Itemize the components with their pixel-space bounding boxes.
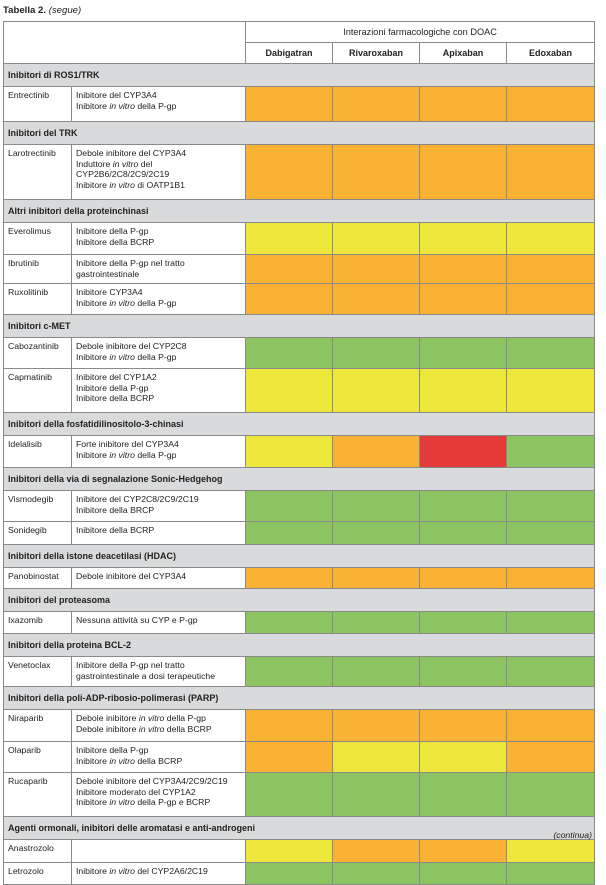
interaction-cell-rivaroxaban — [333, 338, 420, 369]
drug-name: Cabozantinib — [4, 338, 72, 369]
table-row — [4, 491, 595, 522]
interaction-cell-apixaban — [420, 863, 507, 885]
text-segment: Debole inibitore del CYP3A4 — [76, 148, 187, 158]
interaction-cell-edoxaban — [507, 612, 595, 634]
table-row — [4, 338, 595, 369]
caption-suffix: (segue) — [48, 5, 82, 16]
text-segment: Inibitore — [76, 179, 110, 190]
section-title: Inibitori di ROS1/TRK — [4, 64, 595, 87]
text-segment: Forte inibitore del CYP3A4 — [76, 439, 179, 449]
section-title: Inibitori della via di segnalazione Sonic-Hedgehog — [4, 468, 595, 491]
interaction-cell-dabigatran — [246, 742, 333, 773]
text-segment: Inibitore della BCRP — [76, 236, 155, 247]
mechanism-line — [76, 571, 241, 582]
interaction-cell-rivaroxaban — [333, 284, 420, 315]
mechanism-description — [72, 369, 246, 413]
continua-note: (continua) — [553, 830, 592, 840]
interaction-cell-dabigatran — [246, 338, 333, 369]
doac-interaction-table — [3, 21, 595, 885]
text-segment: CYP2B6/2C8/2C9/2C19 — [76, 169, 170, 180]
interaction-cell-dabigatran — [246, 369, 333, 413]
mechanism-line — [76, 724, 241, 735]
mechanism-line — [76, 756, 241, 767]
table-row — [4, 223, 595, 255]
drug-name: Sonidegib — [4, 522, 72, 545]
interaction-cell-dabigatran — [246, 773, 333, 817]
interaction-cell-dabigatran — [246, 284, 333, 315]
mechanism-line — [76, 713, 241, 724]
interaction-cell-apixaban — [420, 612, 507, 634]
section-header-row — [4, 589, 595, 612]
text-segment: Inibitore del CYP3A4 — [76, 90, 157, 100]
interaction-cell-dabigatran — [246, 522, 333, 545]
table-row — [4, 87, 595, 122]
mechanism-line — [76, 180, 241, 191]
text-segment: Inibitore del CYP1A2 — [76, 372, 157, 382]
interaction-cell-rivaroxaban — [333, 87, 420, 122]
italic-text: in vitro — [109, 449, 135, 460]
text-segment: Inibitore della P-gp — [76, 226, 149, 236]
text-segment: Inibitore — [76, 100, 110, 111]
mechanism-line — [76, 660, 241, 671]
text-segment: Inibitore della BCRP — [76, 393, 155, 404]
italic-text: in vitro — [109, 797, 135, 808]
drug-name: Vismodegib — [4, 491, 72, 522]
interaction-cell-rivaroxaban — [333, 773, 420, 817]
section-title: Inibitori della poli-ADP-ribosio-polimerasi (PARP) — [4, 687, 595, 710]
text-segment: Inibitore — [76, 449, 110, 460]
mechanism-line — [76, 258, 241, 269]
text-segment: gastrointestinale a dosi terapeutiche — [76, 670, 216, 681]
mechanism-description — [72, 87, 246, 122]
text-segment: Inibitore CYP3A4 — [76, 287, 143, 297]
text-segment: Inibitore della BRCP — [76, 504, 155, 515]
mechanism-line — [76, 439, 241, 450]
interaction-cell-rivaroxaban — [333, 436, 420, 468]
section-title: Inibitori del TRK — [4, 122, 595, 145]
interaction-cell-apixaban — [420, 773, 507, 817]
interaction-cell-edoxaban — [507, 522, 595, 545]
interaction-cell-edoxaban — [507, 284, 595, 315]
text-segment: gastrointestinale — [76, 268, 140, 279]
interaction-cell-rivaroxaban — [333, 840, 420, 863]
mechanism-description — [72, 223, 246, 255]
section-header-row — [4, 817, 595, 840]
table-row — [4, 369, 595, 413]
text-segment: della P-gp — [134, 449, 177, 460]
interaction-cell-edoxaban — [507, 491, 595, 522]
italic-text: in vitro — [138, 723, 165, 734]
mechanism-line — [76, 671, 241, 682]
interaction-cell-rivaroxaban — [333, 369, 420, 413]
mechanism-line — [76, 298, 241, 309]
table-caption — [3, 5, 81, 16]
section-title: Inibitori della istone deacetilasi (HDAC) — [4, 545, 595, 568]
text-segment: della P-gp — [134, 351, 177, 362]
text-segment: Debole inibitore del CYP3A4/2C9/2C19 — [76, 776, 228, 786]
interaction-cell-dabigatran — [246, 436, 333, 468]
interaction-cell-edoxaban — [507, 338, 595, 369]
mechanism-line — [76, 148, 241, 159]
mechanism-description — [72, 657, 246, 687]
interaction-cell-dabigatran — [246, 491, 333, 522]
interaction-cell-dabigatran — [246, 840, 333, 863]
drug-name: Everolimus — [4, 223, 72, 255]
text-segment: del — [138, 158, 153, 169]
italic-text: in vitro — [109, 866, 135, 876]
drug-name: Rucaparib — [4, 773, 72, 817]
interaction-cell-edoxaban — [507, 145, 595, 200]
drug-name: Ruxolitinib — [4, 284, 72, 315]
header-rivaroxaban: Rivaroxaban — [333, 43, 420, 64]
mechanism-line — [76, 287, 241, 298]
section-title: Inibitori della fosfatidilinositolo-3-chinasi — [4, 413, 595, 436]
section-title: Altri inibitori della proteinchinasi — [4, 200, 595, 223]
interaction-cell-apixaban — [420, 145, 507, 200]
interaction-cell-dabigatran — [246, 657, 333, 687]
mechanism-description — [72, 863, 246, 885]
table-row — [4, 568, 595, 589]
text-segment: Inibitore — [76, 866, 110, 876]
text-segment: della P-gp e BCRP — [134, 797, 211, 808]
interaction-cell-dabigatran — [246, 145, 333, 200]
text-segment: Debole inibitore — [76, 723, 139, 734]
interaction-cell-rivaroxaban — [333, 657, 420, 687]
mechanism-line — [76, 372, 241, 383]
text-segment: Inibitore — [76, 351, 110, 362]
drug-name: Olaparib — [4, 742, 72, 773]
text-segment: della P-gp — [134, 297, 177, 308]
table-row — [4, 612, 595, 634]
interaction-cell-rivaroxaban — [333, 255, 420, 284]
interaction-cell-apixaban — [420, 255, 507, 284]
section-header-row — [4, 634, 595, 657]
drug-name: Larotrectinib — [4, 145, 72, 200]
interaction-cell-apixaban — [420, 87, 507, 122]
mechanism-line — [76, 237, 241, 248]
mechanism-description — [72, 612, 246, 634]
table-row — [4, 773, 595, 817]
table-row — [4, 742, 595, 773]
interaction-cell-rivaroxaban — [333, 491, 420, 522]
header-title: Interazioni farmacologiche con DOAC — [246, 22, 595, 43]
section-header-row — [4, 64, 595, 87]
text-segment: Inibitore del CYP2C8/2C9/2C19 — [76, 494, 199, 504]
interaction-cell-apixaban — [420, 284, 507, 315]
interaction-cell-rivaroxaban — [333, 145, 420, 200]
interaction-cell-edoxaban — [507, 255, 595, 284]
section-header-row — [4, 315, 595, 338]
text-segment: Inibitore della P-gp — [76, 745, 149, 755]
header-edoxaban: Edoxaban — [507, 43, 595, 64]
italic-text: in vitro — [109, 179, 135, 190]
table-row — [4, 145, 595, 200]
mechanism-line — [76, 615, 241, 626]
drug-name: Idelalisib — [4, 436, 72, 468]
text-segment: Inibitore moderato del CYP1A2 — [76, 786, 196, 797]
table-row — [4, 840, 595, 863]
section-header-row — [4, 687, 595, 710]
interaction-cell-dabigatran — [246, 87, 333, 122]
text-segment: Induttore — [76, 158, 113, 169]
interaction-cell-edoxaban — [507, 223, 595, 255]
mechanism-line — [76, 383, 241, 394]
interaction-cell-edoxaban — [507, 369, 595, 413]
mechanism-line — [76, 393, 241, 404]
section-header-row — [4, 122, 595, 145]
text-segment: della P-gp — [134, 100, 177, 111]
italic-text: in vitro — [138, 713, 165, 723]
mechanism-line — [76, 226, 241, 237]
text-segment: Nessuna attività su CYP e P-gp — [76, 615, 198, 625]
header-apixaban: Apixaban — [420, 43, 507, 64]
text-segment: di OATP1B1 — [134, 179, 185, 190]
interaction-cell-apixaban — [420, 338, 507, 369]
interaction-cell-edoxaban — [507, 840, 595, 863]
interaction-cell-edoxaban — [507, 436, 595, 468]
drug-name: Letrozolo — [4, 863, 72, 885]
interaction-cell-rivaroxaban — [333, 568, 420, 589]
drug-name: Capmatinib — [4, 369, 72, 413]
text-segment: Inibitore — [76, 297, 110, 308]
mechanism-line — [76, 159, 241, 170]
mechanism-description — [72, 773, 246, 817]
italic-text: in vitro — [109, 297, 135, 308]
italic-text: in vitro — [109, 351, 135, 362]
interaction-cell-apixaban — [420, 710, 507, 742]
drug-name: Ixazomib — [4, 612, 72, 634]
interaction-cell-apixaban — [420, 522, 507, 545]
interaction-cell-rivaroxaban — [333, 223, 420, 255]
text-segment: della P-gp — [164, 713, 206, 723]
interaction-cell-apixaban — [420, 840, 507, 863]
caption-label: Tabella 2. — [3, 5, 47, 16]
interaction-cell-apixaban — [420, 436, 507, 468]
table-row — [4, 863, 595, 885]
drug-name: Ibrutinib — [4, 255, 72, 284]
mechanism-line — [76, 341, 241, 352]
drug-name: Anastrozolo — [4, 840, 72, 863]
interaction-cell-rivaroxaban — [333, 710, 420, 742]
interaction-cell-apixaban — [420, 742, 507, 773]
text-segment: della BCRP — [164, 723, 212, 734]
table-row — [4, 522, 595, 545]
mechanism-line — [76, 505, 241, 516]
interaction-cell-rivaroxaban — [333, 522, 420, 545]
table-row — [4, 436, 595, 468]
mechanism-description — [72, 255, 246, 284]
text-segment: della BCRP — [134, 755, 183, 766]
interaction-cell-apixaban — [420, 369, 507, 413]
mechanism-description — [72, 145, 246, 200]
interaction-cell-dabigatran — [246, 223, 333, 255]
interaction-cell-edoxaban — [507, 657, 595, 687]
mechanism-line — [76, 866, 241, 877]
mechanism-line — [76, 787, 241, 798]
drug-name: Venetoclax — [4, 657, 72, 687]
section-header-row — [4, 200, 595, 223]
mechanism-description — [72, 284, 246, 315]
text-segment: Debole inibitore del CYP2C8 — [76, 341, 187, 351]
table-row — [4, 657, 595, 687]
text-segment: Inibitore della P-gp nel tratto — [76, 258, 185, 268]
section-title: Inibitori c-MET — [4, 315, 595, 338]
italic-text: in vitro — [109, 755, 135, 766]
section-title: Agenti ormonali, inibitori delle aromatasi e anti-androgeni — [4, 817, 595, 840]
mechanism-line — [76, 101, 241, 112]
text-segment: Debole inibitore del CYP3A4 — [76, 571, 187, 581]
interaction-cell-apixaban — [420, 568, 507, 589]
mechanism-line — [76, 494, 241, 505]
mechanism-line — [76, 90, 241, 101]
mechanism-description — [72, 338, 246, 369]
interaction-cell-edoxaban — [507, 568, 595, 589]
interaction-cell-apixaban — [420, 223, 507, 255]
text-segment: del CYP2A6/2C19 — [134, 866, 208, 876]
interaction-cell-dabigatran — [246, 710, 333, 742]
interaction-cell-edoxaban — [507, 710, 595, 742]
table-body — [4, 64, 595, 885]
interaction-cell-rivaroxaban — [333, 863, 420, 885]
drug-name: Panobinostat — [4, 568, 72, 589]
interaction-cell-dabigatran — [246, 612, 333, 634]
interaction-cell-dabigatran — [246, 255, 333, 284]
mechanism-line — [76, 797, 241, 808]
interaction-cell-dabigatran — [246, 863, 333, 885]
italic-text: in vitro — [109, 100, 135, 111]
text-segment: Inibitore — [76, 755, 110, 766]
section-header-row — [4, 545, 595, 568]
mechanism-line — [76, 776, 241, 787]
mechanism-description — [72, 491, 246, 522]
mechanism-line — [76, 525, 241, 536]
interaction-cell-edoxaban — [507, 773, 595, 817]
mechanism-description — [72, 522, 246, 545]
mechanism-description — [72, 710, 246, 742]
drug-name: Entrectinib — [4, 87, 72, 122]
interaction-cell-rivaroxaban — [333, 742, 420, 773]
section-header-row — [4, 468, 595, 491]
text-segment: Inibitore della P-gp — [76, 382, 149, 393]
section-title: Inibitori del proteasoma — [4, 589, 595, 612]
text-segment: Inibitore — [76, 797, 110, 808]
mechanism-line — [76, 745, 241, 756]
drug-name: Niraparib — [4, 710, 72, 742]
text-segment: Inibitore della P-gp nel tratto — [76, 660, 185, 670]
text-segment: Debole inibitore — [76, 713, 139, 723]
header-empty-cell — [4, 22, 246, 64]
interaction-cell-apixaban — [420, 491, 507, 522]
mechanism-line — [76, 269, 241, 280]
table-row — [4, 284, 595, 315]
interaction-cell-edoxaban — [507, 863, 595, 885]
header-dabigatran: Dabigatran — [246, 43, 333, 64]
table-row — [4, 710, 595, 742]
italic-text: in vitro — [112, 158, 139, 169]
interaction-cell-edoxaban — [507, 742, 595, 773]
mechanism-line — [76, 352, 241, 363]
section-title: Inibitori della proteina BCL-2 — [4, 634, 595, 657]
text-segment: Inibitore della BCRP — [76, 525, 155, 535]
interaction-cell-edoxaban — [507, 87, 595, 122]
mechanism-description — [72, 436, 246, 468]
mechanism-line — [76, 450, 241, 461]
mechanism-description — [72, 568, 246, 589]
mechanism-description — [72, 742, 246, 773]
interaction-cell-rivaroxaban — [333, 612, 420, 634]
table-row — [4, 255, 595, 284]
interaction-cell-apixaban — [420, 657, 507, 687]
mechanism-description — [72, 840, 246, 863]
mechanism-line — [76, 169, 241, 180]
interaction-cell-dabigatran — [246, 568, 333, 589]
section-header-row — [4, 413, 595, 436]
